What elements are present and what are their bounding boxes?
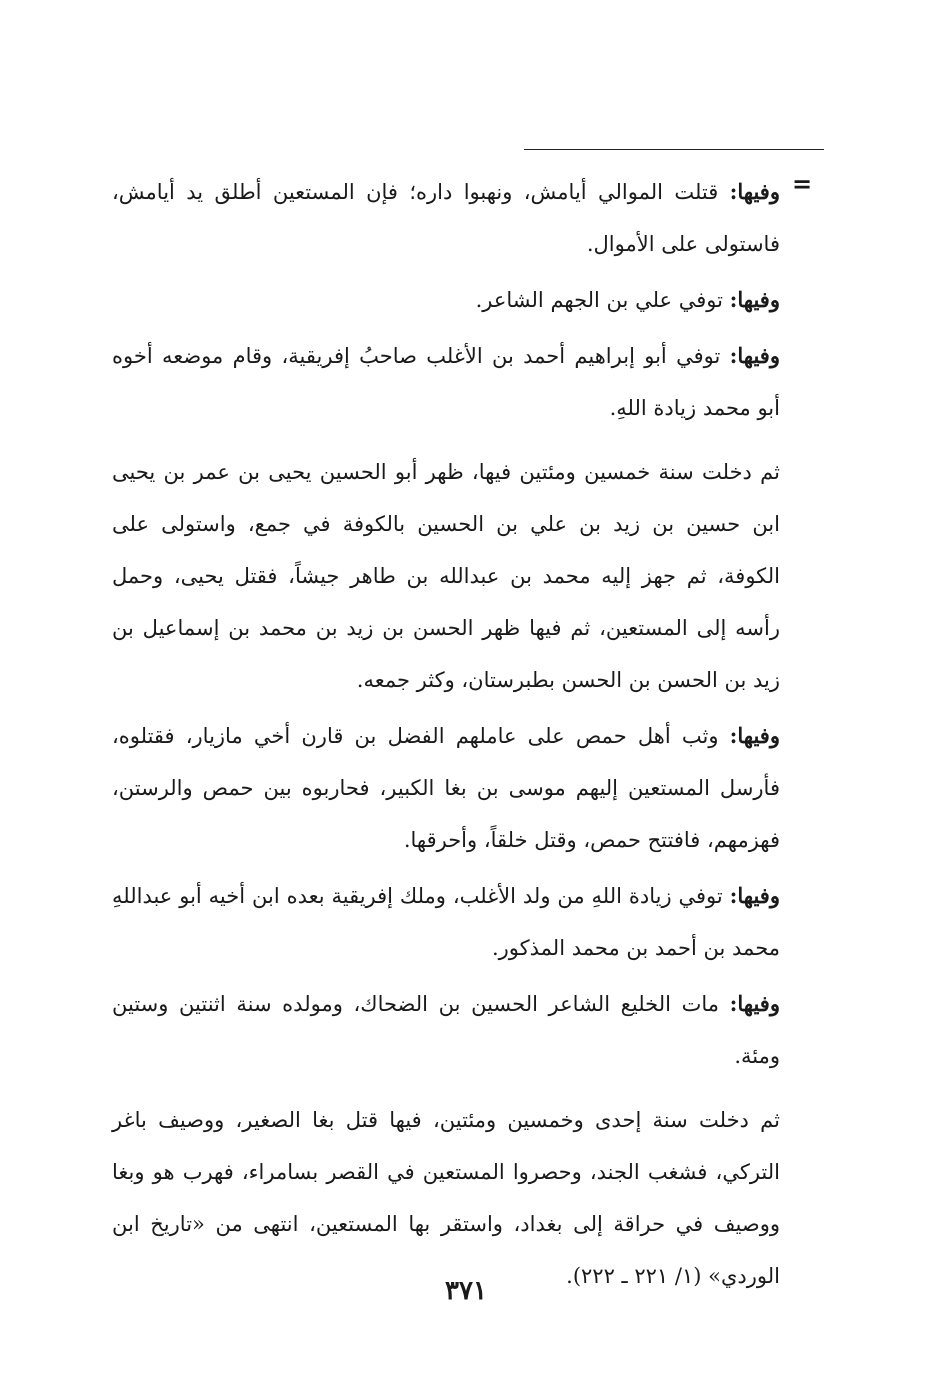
paragraph-text: مات الخليع الشاعر الحسين بن الضحاك، ومولده سنة اثنتين وستين ومئة. (112, 992, 780, 1068)
footnote-paragraph-7 (112, 978, 780, 1082)
paragraph-text: قتلت الموالي أيامش، ونهبوا داره؛ فإن المستعين أطلق يد أيامش، فاستولى على الأموال. (112, 180, 780, 256)
footnote-paragraph-3 (112, 330, 780, 434)
footnote-paragraph-5 (112, 710, 780, 866)
paragraph-lead: وفيها: (729, 179, 780, 204)
paragraph-text: توفي علي بن الجهم الشاعر. (475, 288, 730, 312)
paragraph-lead: وفيها: (729, 883, 780, 908)
footnote-paragraph-4 (112, 446, 780, 706)
footnote-paragraph-6 (112, 870, 780, 974)
footnote-paragraph-1 (112, 166, 780, 270)
page-number: ٣٧١ (445, 1276, 487, 1306)
footnote-paragraph-2 (112, 274, 780, 326)
paragraph-lead: وفيها: (729, 723, 780, 748)
paragraph-text: وثب أهل حمص على عاملهم الفضل بن قارن أخي مازيار، فقتلوه، فأرسل المستعين إليهم موسى بن بغا الكبير، فحاربوه بين حمص والرستن، فهزمهم، فافتتح حمص، وقتل خلقاً، وأحرقها. (112, 724, 780, 852)
continuation-marker: = (792, 169, 813, 198)
paragraph-text: ثم دخلت سنة خمسين ومئتين فيها، ظهر أبو الحسين يحيى بن عمر بن يحيى ابن حسين بن زيد بن علي بن الحسين بالكوفة في جمع، واستولى على الكوفة، ثم جهز إليه محمد بن عبدالله بن طاهر جيشاً، فقتل يحيى، وحمل رأسه إلى المستعين، ثم فيها ظهر الحسن بن زيد بن محمد بن إسماعيل بن زيد بن الحسن بن الحسن بطبرستان، وكثر جمعه. (112, 460, 780, 692)
footnote-paragraph-8 (112, 1094, 780, 1302)
footnote-body (112, 166, 780, 1306)
paragraph-lead: وفيها: (729, 287, 780, 312)
paragraph-lead: وفيها: (729, 991, 780, 1016)
footnote-separator-rule (524, 149, 824, 150)
paragraph-text: توفي زيادة اللهِ من ولد الأغلب، وملك إفريقية بعده ابن أخيه أبو عبداللهِ محمد بن أحمد بن محمد المذكور. (112, 884, 780, 960)
paragraph-lead: وفيها: (729, 343, 780, 368)
paragraph-text: توفي أبو إبراهيم أحمد بن الأغلب صاحبُ إفريقية، وقام موضعه أخوه أبو محمد زيادة اللهِ. (112, 344, 780, 420)
paragraph-text: ثم دخلت سنة إحدى وخمسين ومئتين، فيها قتل بغا الصغير، ووصيف باغر التركي، فشغب الجند، وحصروا المستعين في القصر بسامراء، فهرب هو وبغا ووصيف في حراقة إلى بغداد، واستقر بها المستعين، انتهى من «تاريخ ابن الوردي» (١/ ٢٢١ ـ ٢٢٢). (112, 1108, 780, 1288)
